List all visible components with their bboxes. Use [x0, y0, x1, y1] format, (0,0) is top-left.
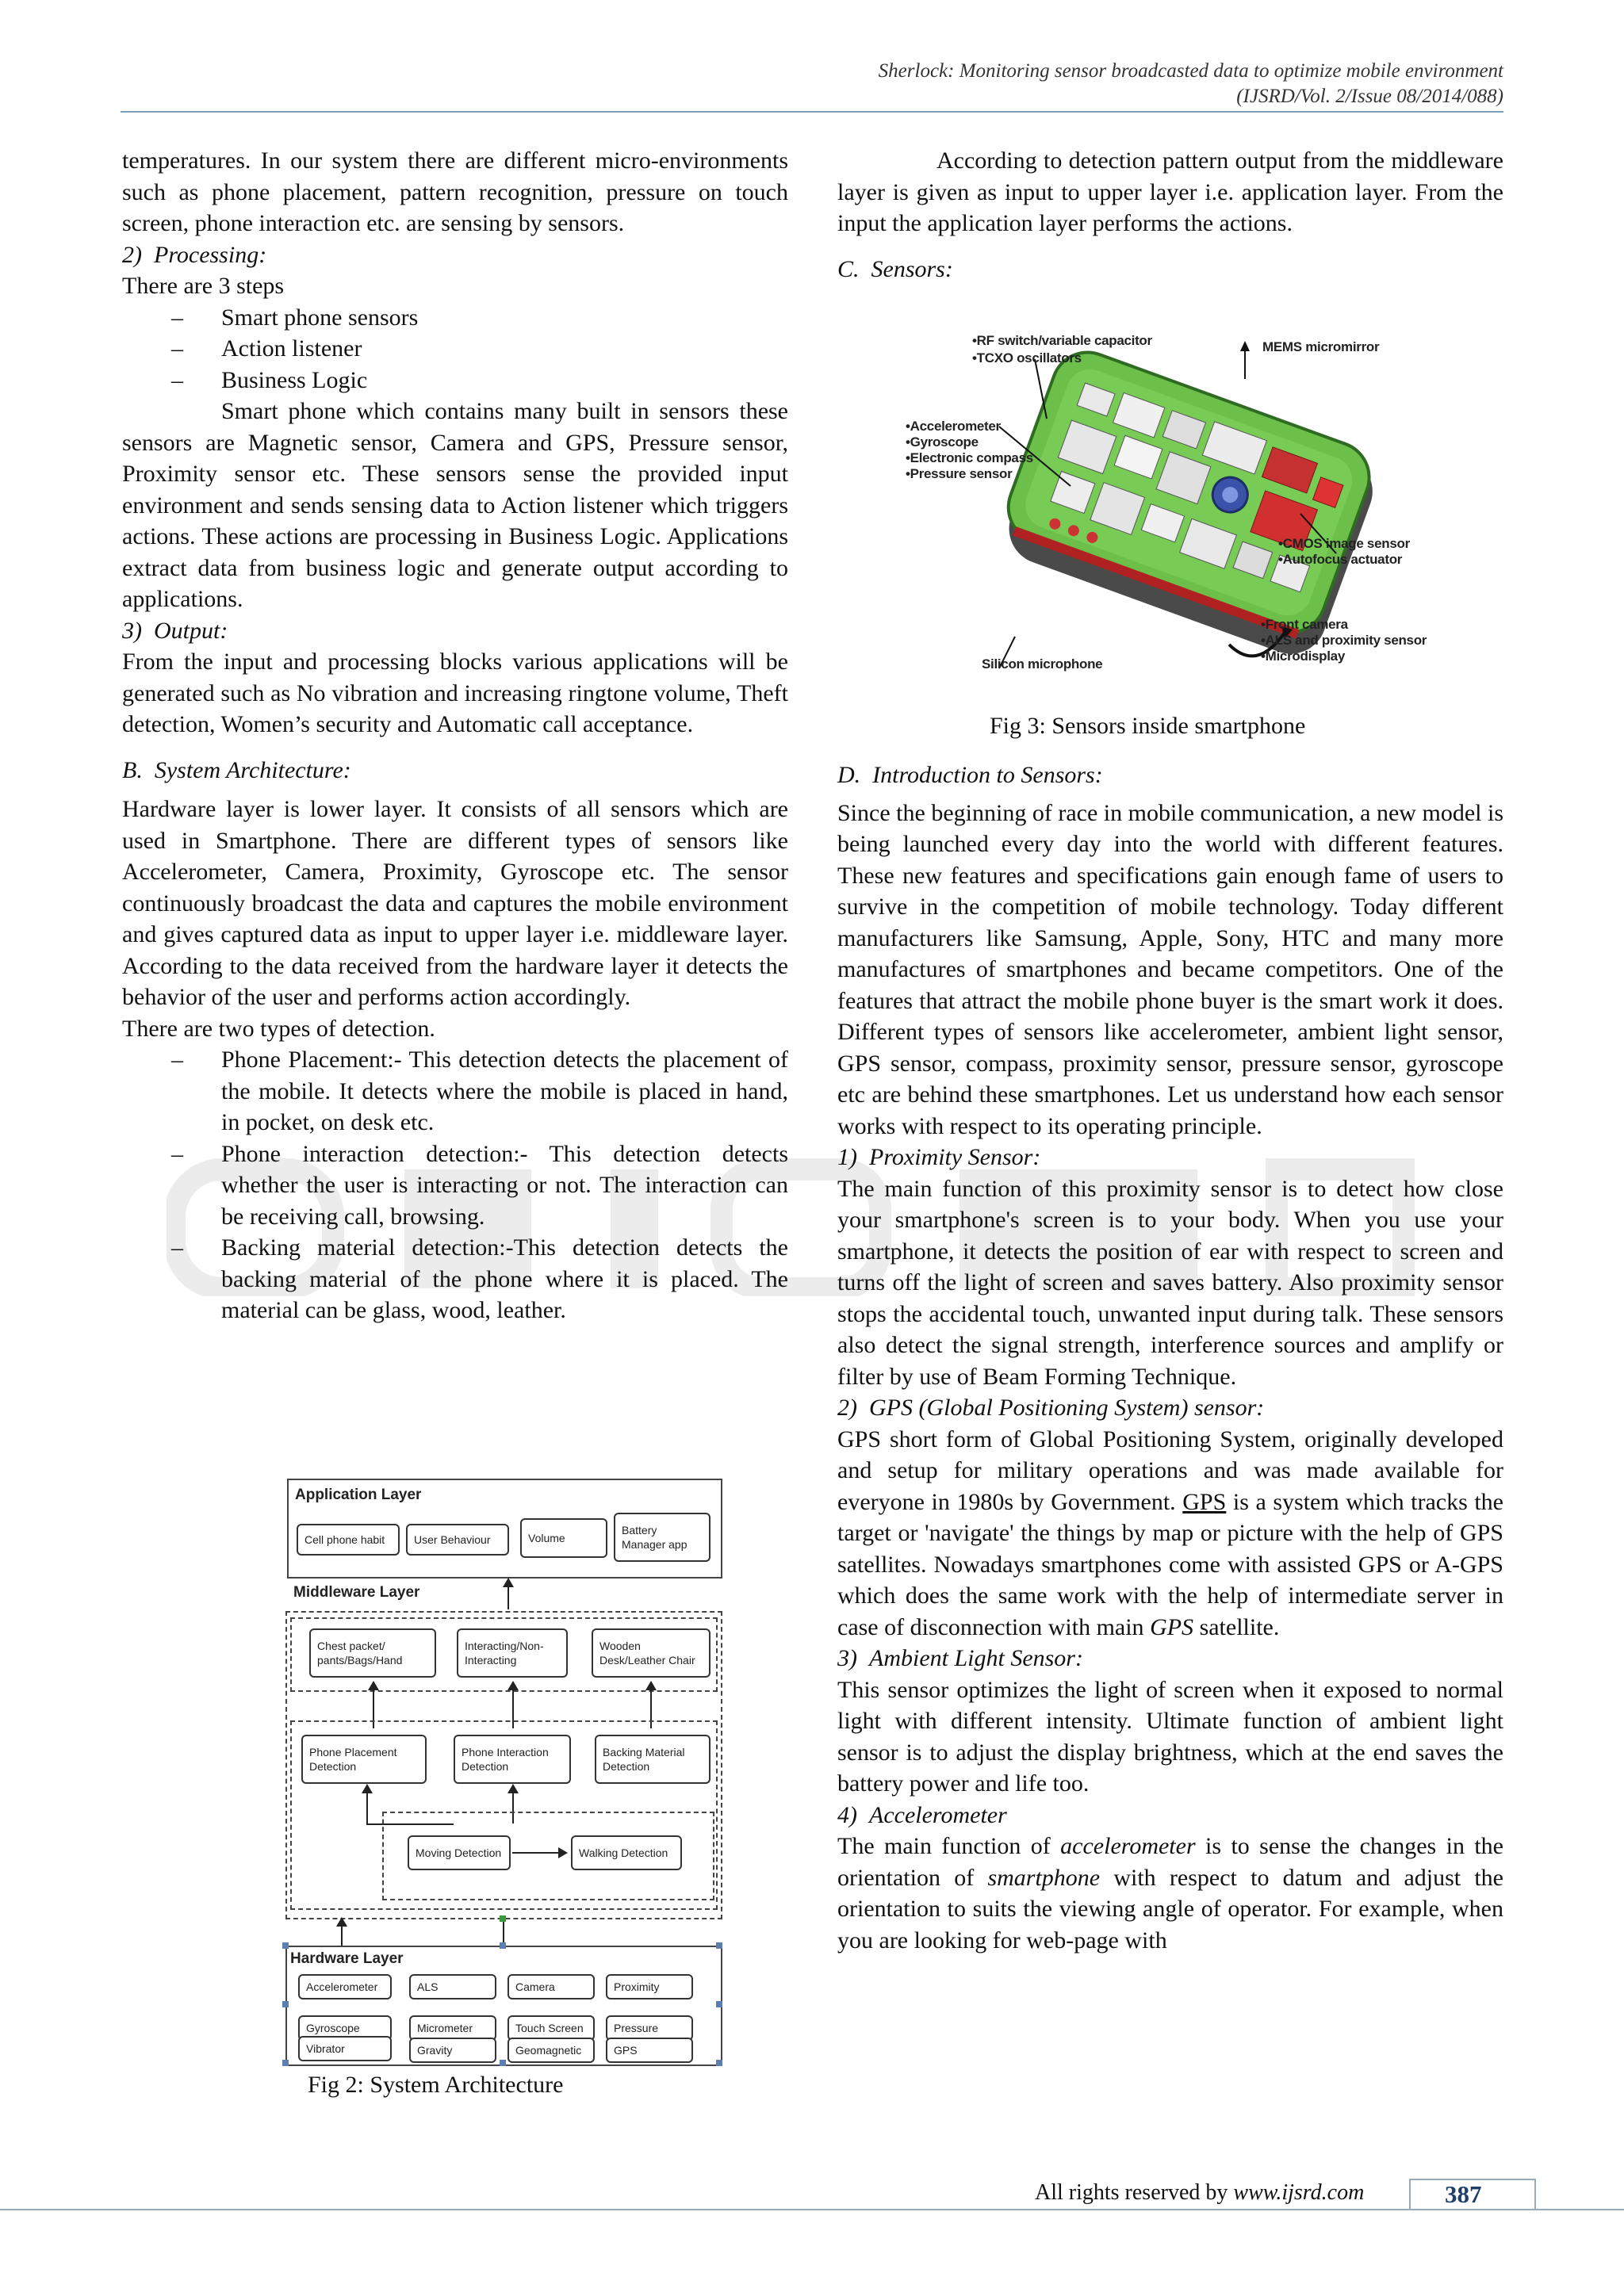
subheading-output: 3) Output:	[122, 617, 228, 644]
acc-text-c: with respect to datum and adjust the orientation to suits the viewing angle of operator. For example, when you are looking for web-page with	[837, 1864, 1504, 1954]
label-accelerometer: •Accelerometer	[906, 419, 1001, 434]
footer-site-link[interactable]: www.ijsrd.com	[1233, 2180, 1365, 2205]
paragraph-smart-phone: Smart phone which contains many built in sensors these sensors are Magnetic sensor, Camera and GPS, Pressure sensor, Proximity sensor etc. These sensors sense the provided input environment and sends sensing data to Action listener which triggers actions. These actions are processing in Business Logic. Applications extract data from business logic and generate output according to applications.	[122, 398, 788, 612]
label-silicon-microphone: Silicon microphone	[982, 656, 1103, 672]
label-pressure-sensor: •Pressure sensor	[906, 466, 1013, 481]
subheading-processing: 2) Processing:	[122, 241, 267, 268]
label-microdisplay: •Microdisplay	[1261, 649, 1345, 664]
hardware-layer-title: Hardware Layer	[290, 1950, 404, 1967]
paragraph-accelerometer	[837, 1831, 1503, 1956]
arrow-hardware-up	[341, 1925, 343, 1946]
selection-handle	[500, 2060, 506, 2066]
subheading-proximity: 1) Proximity Sensor:	[837, 1144, 1041, 1170]
node-phone-placement-detection: Phone Placement Detection	[301, 1735, 427, 1784]
node-interacting: Interacting/Non-Interacting	[457, 1628, 568, 1678]
paragraph-hardware-layer: Hardware layer is lower layer. It consists of all sensors which are used in Smartphone. There are different types of sensors like Accelerometer, Camera, Proximity, Gyroscope etc. The sensor continuously broadcast the data and captures the mobile environment and gives captured data as input to upper layer i.e. middleware layer. According to the data received from the hardware layer it detects the behavior of the user and performs action accordingly.	[122, 796, 788, 1010]
selection-handle	[282, 2060, 289, 2066]
header-divider	[121, 111, 1503, 113]
left-column	[122, 145, 788, 1326]
subheading-gps: 2) GPS (Global Positioning System) sensor:	[837, 1395, 1265, 1421]
gps-text-b: is a system which tracks the target or 'navigate' the things by map or picture with the help of GPS satellites. Nowadays smartphones come with assisted GPS or A-GPS which does the same work with the help of intermediate server in case of disconnection with main	[837, 1488, 1503, 1640]
selection-handle	[500, 1942, 506, 1949]
label-autofocus: •Autofocus actuator	[1278, 552, 1403, 567]
node-proximity: Proximity	[606, 1974, 693, 1999]
application-layer-title: Application Layer	[295, 1487, 422, 1503]
footer-divider	[0, 2209, 1624, 2210]
right-column	[837, 145, 1503, 293]
processing-intro: There are 3 steps	[122, 273, 285, 299]
selection-handle	[716, 1942, 722, 1949]
acc-italic-2: smartphone	[987, 1864, 1101, 1891]
arrow-to-placement	[366, 1792, 368, 1823]
node-camera: Camera	[508, 1974, 595, 1999]
paragraph-proximity: The main function of this proximity sensor is to detect how close your smartphone's screen is to your body. When you use your smartphone, it detects the position of ear with respect to screen and turns off the light of screen and saves battery. Also proximity sensor stops the accidental touch, unwanted input during talk. These sensors also detect the signal strength, interference sources and amplify or filter by use of Beam Forming Technique.	[837, 1175, 1503, 1390]
subheading-ambient-light: 3) Ambient Light Sensor:	[837, 1645, 1083, 1671]
node-gravity: Gravity	[409, 2038, 496, 2063]
selection-handle	[282, 2001, 289, 2007]
label-als-proximity: •ALS and proximity sensor	[1261, 633, 1427, 648]
middleware-layer-title: Middleware Layer	[293, 1584, 420, 1601]
node-phone-interaction-detection: Phone Interaction Detection	[454, 1735, 571, 1784]
node-wooden-desk: Wooden Desk/Leather Chair	[592, 1628, 710, 1678]
gps-italic: GPS	[1150, 1613, 1194, 1640]
node-pressure: Pressure	[606, 2015, 693, 2041]
paragraph-output: From the input and processing blocks various applications will be generated such as No vibration and increasing ringtone volume, Theft detection, Women’s security and Automatic call acceptance.	[122, 649, 788, 737]
figure-sensors-inside-smartphone	[904, 331, 1427, 708]
label-tcxo: •TCXO oscillators	[972, 350, 1082, 365]
node-walking-detection: Walking Detection	[571, 1835, 682, 1870]
paragraph-gps	[837, 1424, 1503, 1644]
arrow-middleware-to-application	[508, 1586, 509, 1609]
node-accelerometer: Accelerometer	[298, 1974, 392, 1999]
node-chest-packet: Chest packet/ pants/Bags/Hand	[309, 1628, 436, 1678]
detection-intro: There are two types of detection.	[122, 1015, 435, 1042]
detection-item: – Phone interaction detection:- This detection detects whether the user is interacting or not. The interaction can be receiving call, browsing.	[122, 1138, 788, 1233]
running-header-title: Sherlock: Monitoring sensor broadcasted data to optimize mobile environment	[878, 60, 1503, 82]
node-volume: Volume	[520, 1518, 607, 1558]
section-heading-sensors: C. Sensors:	[837, 255, 953, 282]
acc-text-a: The main function of	[837, 1833, 1061, 1859]
paragraph-micro-environments: temperatures. In our system there are different micro-environments such as phone placement, pattern recognition, pressure on touch screen, phone interaction etc. are sensing by sensors.	[122, 147, 788, 236]
node-vibrator: Vibrator	[298, 2036, 392, 2061]
node-gyroscope: Gyroscope	[298, 2015, 392, 2041]
paragraph-ambient-light: This sensor optimizes the light of screen when it exposed to normal light with different intensity. Ultimate function of ambient light sensor is to adjust the display brightness, which at the end saves the battery power and life too.	[837, 1676, 1503, 1797]
footer-rights	[1035, 2180, 1364, 2206]
figure-3-caption: Fig 3: Sensors inside smartphone	[990, 713, 1306, 739]
selection-handle	[716, 2001, 722, 2007]
node-als: ALS	[409, 1974, 496, 1999]
detection-item: – Backing material detection:-This detection detects the backing material of the phone where it is placed. The material can be glass, wood, leather.	[122, 1232, 788, 1326]
label-front-camera: •Front camera	[1261, 617, 1348, 632]
running-header-citation: (IJSRD/Vol. 2/Issue 08/2014/088)	[1236, 86, 1503, 107]
node-gps: GPS	[606, 2038, 693, 2063]
step-item: – Smart phone sensors	[122, 302, 788, 334]
right-column-lower	[837, 760, 1503, 1956]
node-geomagnetic: Geomagnetic	[508, 2038, 595, 2063]
paragraph-introduction: Since the beginning of race in mobile communication, a new model is being launched every day into the world with different features. These new features and specifications gain enough fame of users to survive in the competition of mobile technology. Today different manufacturers like Samsung, Apple, Sony, HTC and many more manufactures of smartphones and became competitors. One of the features that attract the mobile phone buyer is the smart work it does. Different types of sensors like accelerometer, ambient light sensor, GPS sensor, compass, proximity sensor, pressure sensor, gyroscope etc are behind these smartphones. Let us understand how each sensor works with respect to its operating principle.	[837, 799, 1503, 1139]
acc-text-b: is to sense the changes in the orientation of	[837, 1833, 1503, 1891]
selection-handle	[716, 2060, 722, 2066]
step-item: – Business Logic	[122, 365, 788, 396]
node-micrometer: Micrometer	[409, 2015, 496, 2041]
gps-text-a: GPS short form of Global Positioning System, originally developed and setup for military operations and was made available for everyone in 1980s by Government.	[837, 1425, 1503, 1515]
node-backing-material-detection: Backing Material Detection	[595, 1735, 710, 1784]
step-item: – Action listener	[122, 333, 788, 365]
label-electronic-compass: •Electronic compass	[906, 450, 1033, 465]
node-battery-manager: Battery Manager app	[614, 1513, 710, 1562]
section-heading-introduction: D. Introduction to Sensors:	[837, 762, 1103, 788]
node-moving-detection: Moving Detection	[408, 1835, 511, 1870]
figure-2-caption: Fig 2: System Architecture	[308, 2072, 564, 2098]
acc-italic-1: accelerometer	[1060, 1833, 1196, 1859]
label-mems: MEMS micromirror	[1262, 339, 1380, 354]
selection-handle	[500, 1915, 506, 1922]
smartphone-board-illustration	[904, 331, 1427, 708]
footer-rights-text: All rights reserved by	[1035, 2180, 1234, 2205]
section-heading-system-architecture: B. System Architecture:	[122, 756, 351, 783]
figure-system-architecture	[281, 1475, 725, 2065]
selection-handle	[282, 1942, 289, 1949]
label-cmos: •CMOS image sensor	[1278, 536, 1410, 551]
node-user-behaviour: User Behaviour	[406, 1524, 509, 1556]
node-cell-phone-habit: Cell phone habit	[297, 1524, 400, 1556]
page-number: 387	[1445, 2180, 1482, 2208]
subheading-accelerometer: 4) Accelerometer	[837, 1801, 1007, 1828]
label-gyroscope: •Gyroscope	[906, 434, 979, 450]
paragraph-detection-pattern: According to detection pattern output from the middleware layer is given as input to upper layer i.e. application layer. From the input the application layer performs the actions.	[837, 147, 1503, 236]
connector-handle-line	[503, 1919, 504, 1942]
detection-item: – Phone Placement:- This detection detects the placement of the mobile. It detects where the mobile is placed in hand, in pocket, on desk etc.	[122, 1044, 788, 1138]
node-touch-screen: Touch Screen	[508, 2015, 595, 2041]
gps-text-c: satellite.	[1193, 1613, 1280, 1640]
gps-link[interactable]: GPS	[1182, 1488, 1227, 1515]
label-rf-switch: •RF switch/variable capacitor	[972, 333, 1152, 348]
arrow-moving-to-walking	[512, 1852, 560, 1854]
